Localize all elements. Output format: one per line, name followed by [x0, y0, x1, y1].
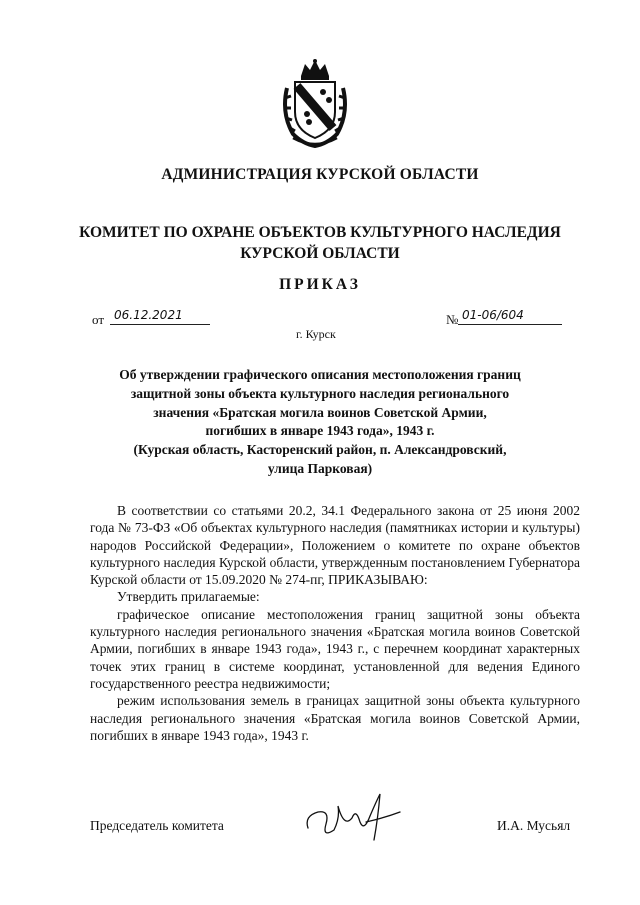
subject-line: защитной зоны объекта культурного наследия регионального: [130, 385, 510, 401]
body-paragraph: В соответствии со статьями 20.2, 34.1 Федерального закона от 25 июня 2002 года № 73-ФЗ «Об объектах культурного наследия (памятниках истории и культуры) народов Российской Федерации», Положением о комитете по охране объектов культурного наследия Курской области, утвержденным постановлением Губернатора Курской области от 15.09.2020 № 274-пг, ПРИКАЗЫВАЮ:: [90, 503, 580, 588]
kursk-coat-of-arms-icon: [279, 58, 351, 148]
city: г. Курск: [296, 327, 336, 341]
signer-position: Председатель комитета: [90, 818, 224, 833]
date-value: 06.12.2021: [110, 308, 210, 325]
subject-line: погибших в январе 1943 года», 1943 г.: [205, 423, 435, 439]
committee-title: [60, 222, 580, 264]
order-subject: [100, 366, 540, 479]
committee-title-line2: КУРСКОЙ ОБЛАСТИ: [240, 245, 400, 262]
date-label: от: [92, 312, 105, 327]
subject-line: значения «Братская могила воинов Советской Армии,: [153, 404, 487, 420]
handwritten-signature: [300, 788, 410, 848]
subject-line: (Курская область, Касторенский район, п. Александровский,: [133, 442, 507, 458]
number-value: 01-06/604: [458, 308, 562, 325]
document-type: ПРИКАЗ: [279, 276, 361, 293]
body-paragraph: графическое описание местоположения границ защитной зоны объекта культурного наследия регионального значения «Братская могила воинов Советской Армии, погибших в январе 1943 года», 1943 г., с перечнем координат характерных точек этих границ в системе координат, установленной для ведения Единого государственного реестра недвижимости;: [90, 606, 580, 691]
order-body: [90, 502, 580, 744]
body-paragraph: режим использования земель в границах защитной зоны объекта культурного наследия регионального значения «Братская могила воинов Советской Армии, погибших в январе 1943 года», 1943 г.: [90, 693, 580, 743]
administration-title: АДМИНИСТРАЦИЯ КУРСКОЙ ОБЛАСТИ: [161, 166, 479, 183]
signer-name: И.А. Мусьял: [497, 818, 571, 833]
number-label: №: [446, 312, 459, 327]
subject-line: улица Парковая): [267, 460, 373, 476]
subject-line: Об утверждении графического описания местоположения границ: [119, 367, 521, 382]
committee-title-line1: КОМИТЕТ ПО ОХРАНЕ ОБЪЕКТОВ КУЛЬТУРНОГО НАСЛЕДИЯ: [79, 224, 561, 241]
body-paragraph: Утвердить прилагаемые:: [117, 589, 260, 605]
